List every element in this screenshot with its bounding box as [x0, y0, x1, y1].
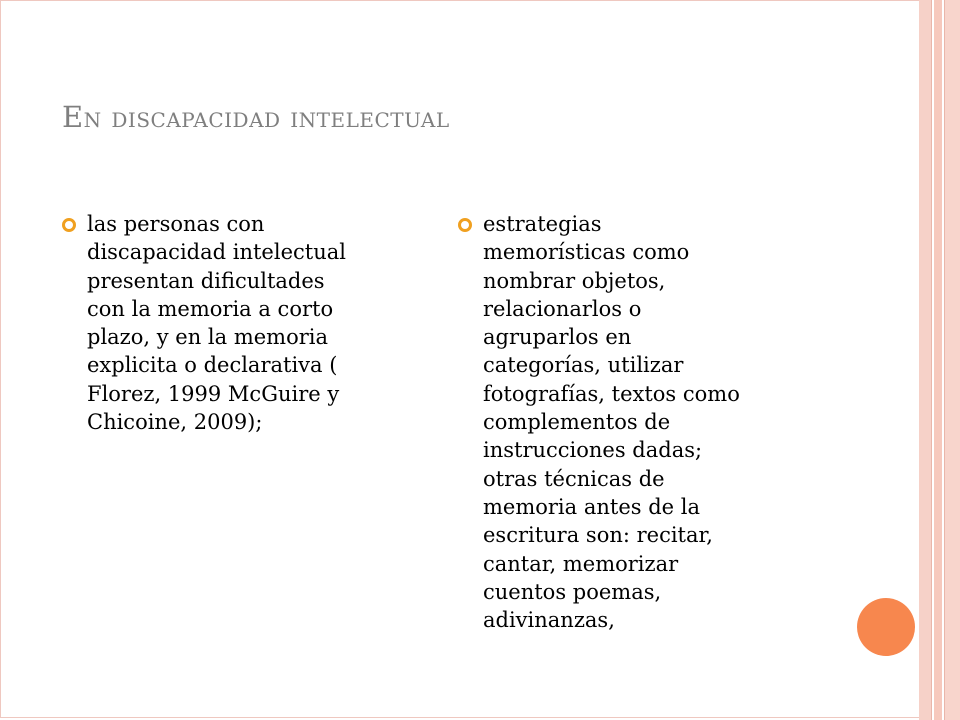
text-line: plazo, y en la memoria	[87, 325, 328, 350]
text-line: escritura son: recitar,	[483, 523, 713, 548]
text-line: estrategias	[483, 212, 602, 236]
text-line: relacionarlos o	[483, 296, 642, 321]
slide-title: En discapacidad intelectual	[62, 100, 450, 134]
text-line: memorísticas como	[483, 240, 690, 265]
decorative-stripe	[934, 0, 942, 720]
left-column	[62, 210, 402, 436]
text-line: Florez, 1999 McGuire y	[87, 381, 340, 406]
text-line: Chicoine, 2009);	[87, 410, 263, 435]
bullet-circle-icon	[62, 218, 76, 232]
right-column	[458, 210, 798, 634]
decorative-stripe	[919, 0, 931, 720]
text-line: discapacidad intelectual	[87, 240, 346, 265]
text-line: explicita o declarativa (	[87, 353, 338, 378]
text-line: adivinanzas,	[483, 608, 615, 633]
text-line: otras técnicas de	[483, 466, 665, 491]
decorative-stripe-line	[944, 0, 945, 720]
decorative-stripe	[945, 0, 960, 720]
text-line: memoria antes de la	[483, 494, 700, 519]
bullet-item	[62, 210, 402, 436]
decorative-stripe-line	[931, 0, 932, 720]
text-line: agruparlos en	[483, 325, 632, 350]
text-line: cuentos poemas,	[483, 579, 662, 604]
orange-accent-circle	[857, 598, 915, 656]
text-line: cantar, memorizar	[483, 551, 679, 576]
bullet-circle-icon	[458, 218, 472, 232]
bullet-text	[87, 210, 402, 436]
text-line: instrucciones dadas;	[483, 438, 703, 463]
text-line: categorías, utilizar	[483, 353, 684, 378]
bullet-text	[483, 210, 798, 634]
text-line: complementos de	[483, 410, 671, 435]
text-line: las personas con	[87, 212, 265, 236]
text-line: con la memoria a corto	[87, 296, 334, 321]
bullet-item	[458, 210, 798, 634]
text-line: presentan dificultades	[87, 268, 325, 293]
text-line: fotografías, textos como	[483, 381, 740, 406]
text-line: nombrar objetos,	[483, 268, 666, 293]
